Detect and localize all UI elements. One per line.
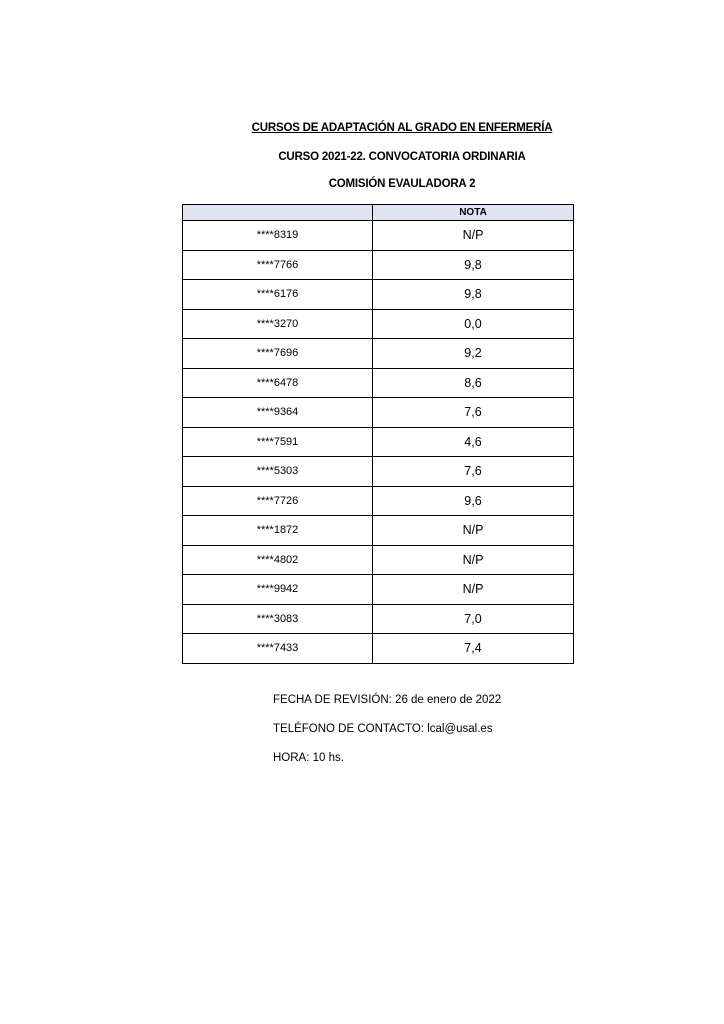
table-row: [182, 634, 574, 664]
course-subtitle: CURSO 2021-22. CONVOCATORIA ORDINARIA: [278, 151, 526, 163]
grade-cell: N/P: [462, 228, 484, 243]
student-id-cell: ****3270: [183, 310, 373, 339]
table-row: [182, 221, 574, 251]
grade-cell: 9,2: [464, 346, 482, 361]
grade-cell: 7,6: [464, 405, 482, 420]
document-title: CURSOS DE ADAPTACIÓN AL GRADO EN ENFERMERÍA: [251, 122, 553, 134]
table-row: [182, 605, 574, 635]
table-body: [182, 221, 574, 664]
table-row: [182, 428, 574, 458]
student-id-cell: ****3083: [183, 605, 373, 634]
grade-cell: 9,8: [464, 287, 482, 302]
table-row: [182, 546, 574, 576]
grade-cell: 7,0: [464, 611, 482, 626]
revision-time: HORA: 10 hs.: [273, 752, 344, 764]
student-id-cell: ****9364: [183, 398, 373, 427]
contact-info: TELÉFONO DE CONTACTO: lcal@usal.es: [273, 723, 493, 735]
student-id-cell: ****7696: [183, 339, 373, 368]
student-id-cell: ****7766: [183, 251, 373, 280]
grade-cell: 9,8: [464, 257, 482, 272]
student-id-cell: ****5303: [183, 457, 373, 486]
header-nota-cell: NOTA: [459, 207, 487, 218]
revision-date: FECHA DE REVISIÓN: 26 de enero de 2022: [273, 694, 502, 706]
student-id-cell: ****7433: [183, 634, 373, 663]
grade-cell: 7,6: [464, 464, 482, 479]
student-id-cell: ****7591: [183, 428, 373, 457]
table-row: [182, 575, 574, 605]
student-id-cell: ****7726: [183, 487, 373, 516]
table-row: [182, 369, 574, 399]
student-id-cell: ****9942: [183, 575, 373, 604]
student-id-cell: ****6478: [183, 369, 373, 398]
student-id-cell: ****8319: [183, 221, 373, 250]
table-row: [182, 516, 574, 546]
table-row: [182, 251, 574, 281]
grade-cell: N/P: [462, 582, 484, 597]
table-row: [182, 487, 574, 517]
table-row: [182, 310, 574, 340]
student-id-cell: ****6176: [183, 280, 373, 309]
grade-cell: 0,0: [464, 316, 482, 331]
table-row: [182, 339, 574, 369]
table-row: [182, 280, 574, 310]
grade-cell: 9,6: [464, 493, 482, 508]
table-row: [182, 457, 574, 487]
table-header-row: [182, 204, 574, 221]
grades-table: [182, 204, 574, 664]
table-row: [182, 398, 574, 428]
grade-cell: N/P: [462, 552, 484, 567]
grade-cell: 7,4: [464, 641, 482, 656]
grade-cell: 8,6: [464, 375, 482, 390]
student-id-cell: ****1872: [183, 516, 373, 545]
committee-title: COMISIÓN EVAULADORA 2: [328, 178, 476, 190]
grade-cell: N/P: [462, 523, 484, 538]
header-id-cell: [183, 205, 373, 220]
grade-cell: 4,6: [464, 434, 482, 449]
student-id-cell: ****4802: [183, 546, 373, 575]
